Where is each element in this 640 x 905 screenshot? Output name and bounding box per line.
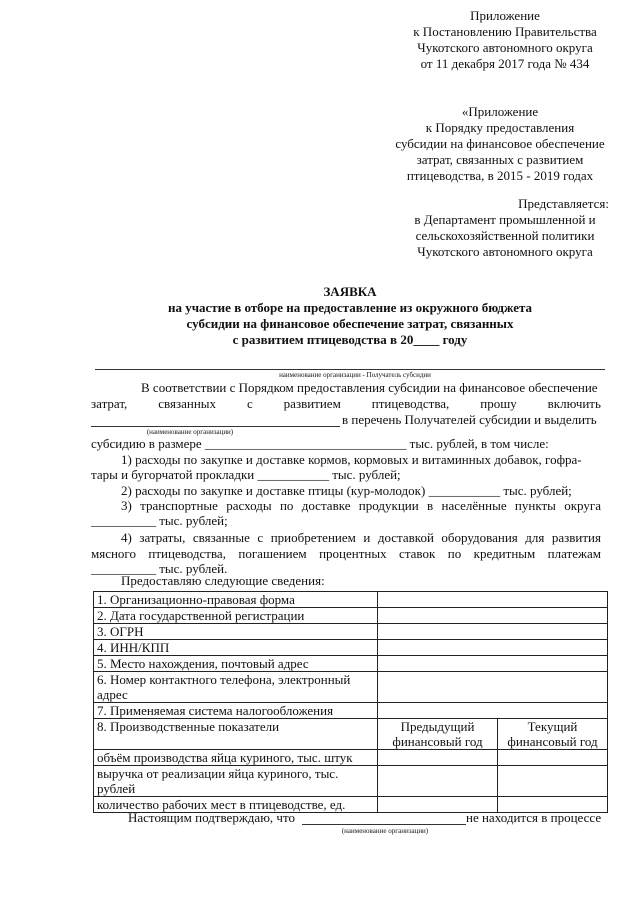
appendix-order-line: затрат, связанных с развитием: [416, 152, 584, 167]
org-name-line-2: [91, 426, 340, 427]
col-current-year: Текущий финансовый год: [498, 719, 608, 750]
request-paragraph-justified: [91, 396, 601, 412]
indicator-label: выручка от реализации яйца куриного, тыс. рублей: [94, 766, 378, 797]
expense-item-3: 3) транспортные расходы по доставке продукции в населённые пункты округа: [121, 498, 601, 513]
request-paragraph-line: В соответствии с Порядком предоставления субсидии на финансовое обеспечение: [141, 380, 598, 395]
org-name-line: [95, 369, 605, 370]
organization-info-table: [93, 591, 608, 813]
indicator-row: [94, 766, 608, 797]
title-line: с развитием птицеводства в 20____ году: [232, 332, 468, 347]
word: прошу: [480, 396, 517, 411]
confirm-text-start: Настоящим подтверждаю, что: [128, 810, 295, 825]
row-value-cell[interactable]: [378, 656, 608, 672]
row-label: 5. Место нахождения, почтовый адрес: [94, 656, 378, 672]
expense-item-3-cont: __________ тыс. рублей;: [91, 513, 228, 528]
row-label: 1. Организационно-правовая форма: [94, 592, 378, 608]
submitted-line: Представляется:: [518, 196, 609, 211]
appendix-line: к Постановлению Правительства: [413, 24, 597, 39]
table-row: [94, 624, 608, 640]
row-label: 4. ИНН/КПП: [94, 640, 378, 656]
word: птицеводства,: [371, 396, 450, 411]
row-label: 2. Дата государственной регистрации: [94, 608, 378, 624]
expense-item-1: 1) расходы по закупке и доставке кормов, кормовых и витаминных добавок, гофра-: [121, 452, 582, 467]
subsidy-amount-line: субсидию в размере _______________________________ тыс. рублей, в том числе:: [91, 436, 549, 451]
org-caption-2: (наименование организации): [146, 428, 234, 436]
confirm-org-line: [302, 824, 466, 825]
indicator-prev-cell[interactable]: [378, 750, 498, 766]
request-paragraph-line: в перечень Получателей субсидии и выделить: [342, 412, 597, 427]
submitted-line: в Департамент промышленной и: [414, 212, 596, 227]
submitted-line: сельскохозяйственной политики: [415, 228, 595, 243]
word: развитием: [283, 396, 341, 411]
table-row: [94, 656, 608, 672]
indicator-row: [94, 750, 608, 766]
indicator-curr-cell[interactable]: [498, 750, 608, 766]
indicator-prev-cell[interactable]: [378, 766, 498, 797]
expense-item-4-cont2: __________ тыс. рублей.: [91, 561, 228, 576]
appendix-line: Приложение: [470, 8, 540, 23]
table-row: [94, 703, 608, 719]
org-caption-3: (наименование организации): [341, 827, 429, 835]
indicator-curr-cell[interactable]: [498, 766, 608, 797]
row-label: 7. Применяемая система налогообложения: [94, 703, 378, 719]
table-row: [94, 640, 608, 656]
col-previous-year: Предыдущий финансовый год: [378, 719, 498, 750]
word: связанных: [158, 396, 217, 411]
indicator-label: количество рабочих мест в птицеводстве, ед.: [94, 797, 378, 813]
expense-item-1-cont: тары и бугорчатой прокладки ___________ тыс. рублей;: [91, 467, 401, 482]
confirm-text-end: не находится в процессе: [466, 810, 602, 825]
info-intro: Предоставляю следующие сведения:: [121, 573, 325, 588]
word: затрат,: [91, 396, 128, 411]
table-row: [94, 592, 608, 608]
production-header-row: [94, 719, 608, 750]
appendix-order-block: [380, 104, 620, 184]
title-line: на участие в отборе на предоставление из окружного бюджета: [167, 300, 533, 315]
title-heading: ЗАЯВКА: [323, 284, 377, 299]
expense-item-4-cont: мясного птицеводства, погашением процентных ставок по кредитным платежам: [91, 546, 601, 561]
production-header: 8. Производственные показатели: [94, 719, 378, 750]
row-label: 3. ОГРН: [94, 624, 378, 640]
expense-item-4: 4) затраты, связанные с приобретением и доставкой оборудования для развития: [121, 530, 601, 545]
appendix-line: от 11 декабря 2017 года № 434: [420, 56, 590, 71]
row-value-cell[interactable]: [378, 608, 608, 624]
table-row: [94, 672, 608, 703]
word: с: [246, 396, 253, 411]
title-line: субсидии на финансовое обеспечение затрат, связанных: [186, 316, 514, 331]
word: включить: [547, 396, 601, 411]
document-title: [90, 284, 610, 348]
appendix-order-line: птицеводства, в 2015 - 2019 годах: [406, 168, 594, 183]
appendix-order-line: субсидии на финансовое обеспечение: [395, 136, 605, 151]
org-caption: наименование организации - Получатель субсидии: [279, 371, 431, 379]
submitted-to-block: [395, 196, 615, 260]
row-value-cell[interactable]: [378, 672, 608, 703]
row-value-cell[interactable]: [378, 703, 608, 719]
row-value-cell[interactable]: [378, 640, 608, 656]
appendix-order-line: к Порядку предоставления: [425, 120, 575, 135]
expense-item-2: 2) расходы по закупке и доставке птицы (кур-молодок) ___________ тыс. рублей;: [121, 483, 572, 498]
row-label: 6. Номер контактного телефона, электронный адрес: [94, 672, 378, 703]
row-value-cell[interactable]: [378, 624, 608, 640]
table-row: [94, 608, 608, 624]
indicator-label: объём производства яйца куриного, тыс. штук: [94, 750, 378, 766]
row-value-cell[interactable]: [378, 592, 608, 608]
appendix-order-line: «Приложение: [461, 104, 539, 119]
appendix-line: Чукотского автономного округа: [417, 40, 593, 55]
submitted-line: Чукотского автономного округа: [417, 244, 593, 259]
appendix-header: [395, 8, 615, 72]
